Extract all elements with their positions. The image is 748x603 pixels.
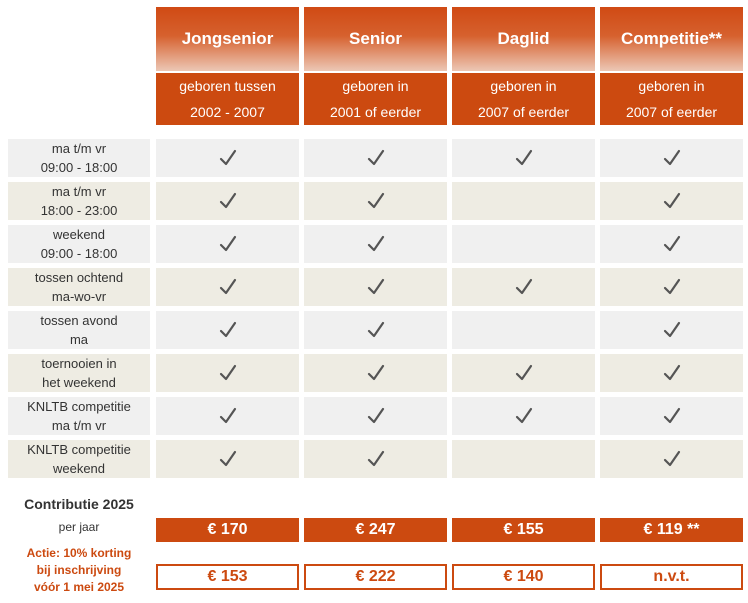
check-icon [218, 363, 238, 383]
row-label-line: weekend [52, 461, 106, 476]
check-icon [662, 148, 682, 168]
cell-senior [304, 311, 447, 349]
cell-senior [304, 225, 447, 263]
subheader-line: 2002 - 2007 [190, 104, 265, 120]
cell-daglid [452, 397, 595, 435]
column-header-competitie: Competitie** [600, 7, 743, 71]
contributie-title: Contributie 2025 [24, 496, 134, 512]
price-competitie: € 119 ** [600, 518, 743, 542]
cell-jongsenior [156, 268, 299, 306]
check-icon [662, 406, 682, 426]
cell-jongsenior [156, 225, 299, 263]
row-label-line: KNLTB competitie [27, 399, 131, 414]
price-senior: € 247 [304, 518, 447, 542]
discount-price-competitie: n.v.t. [600, 564, 743, 590]
action-text [8, 545, 150, 596]
row-label [8, 397, 150, 435]
row-label [8, 440, 150, 478]
subheader-line: 2007 of eerder [625, 104, 718, 120]
row-label-line: 09:00 - 18:00 [40, 160, 118, 175]
cell-competitie [600, 354, 743, 392]
cell-senior [304, 182, 447, 220]
column-subheader-daglid [452, 73, 595, 125]
check-icon [366, 234, 386, 254]
check-icon [366, 320, 386, 340]
check-icon [662, 191, 682, 211]
subheader-line: 2007 of eerder [477, 104, 570, 120]
check-icon [514, 363, 534, 383]
discount-price-senior: € 222 [304, 564, 447, 590]
subheader-line: geboren in [490, 78, 557, 94]
row-label [8, 268, 150, 306]
cell-competitie [600, 139, 743, 177]
check-icon [366, 363, 386, 383]
check-icon [514, 406, 534, 426]
check-icon [366, 406, 386, 426]
check-icon [218, 148, 238, 168]
row-label-line: tossen ochtend [34, 270, 124, 285]
check-icon [218, 320, 238, 340]
row-label [8, 139, 150, 177]
cell-senior [304, 268, 447, 306]
row-label-line: weekend [52, 227, 106, 242]
action-line: vóór 1 mei 2025 [33, 580, 125, 594]
cell-jongsenior [156, 311, 299, 349]
check-icon [366, 449, 386, 469]
price-jongsenior: € 170 [156, 518, 299, 542]
row-label-line: 09:00 - 18:00 [40, 246, 118, 261]
action-line: Actie: 10% korting [26, 546, 132, 560]
subheader-line: geboren in [342, 78, 409, 94]
subheader-line: geboren in [638, 78, 705, 94]
cell-competitie [600, 182, 743, 220]
cell-senior [304, 397, 447, 435]
row-label-line: ma t/m vr [51, 141, 107, 156]
row-label [8, 225, 150, 263]
cell-daglid [452, 354, 595, 392]
cell-jongsenior [156, 182, 299, 220]
row-label-line: ma [69, 332, 89, 347]
discount-price-jongsenior: € 153 [156, 564, 299, 590]
cell-senior [304, 354, 447, 392]
column-header-senior: Senior [304, 7, 447, 71]
discount-price-daglid: € 140 [452, 564, 595, 590]
check-icon [218, 406, 238, 426]
check-icon [662, 449, 682, 469]
cell-jongsenior [156, 354, 299, 392]
row-label-line: het weekend [42, 375, 116, 390]
row-label [8, 311, 150, 349]
cell-daglid [452, 139, 595, 177]
subheader-line: 2001 of eerder [329, 104, 422, 120]
check-icon [514, 148, 534, 168]
cell-senior [304, 139, 447, 177]
cell-daglid [452, 225, 595, 263]
cell-competitie [600, 311, 743, 349]
price-daglid: € 155 [452, 518, 595, 542]
cell-competitie [600, 397, 743, 435]
subheader-line: geboren tussen [179, 78, 276, 94]
row-label [8, 354, 150, 392]
check-icon [218, 234, 238, 254]
check-icon [366, 191, 386, 211]
cell-daglid [452, 182, 595, 220]
check-icon [514, 277, 534, 297]
check-icon [662, 363, 682, 383]
column-subheader-competitie [600, 73, 743, 125]
cell-jongsenior [156, 440, 299, 478]
cell-daglid [452, 311, 595, 349]
row-label-line: ma t/m vr [51, 418, 107, 433]
check-icon [218, 449, 238, 469]
column-header-daglid: Daglid [452, 7, 595, 71]
row-label-line: tossen avond [40, 313, 118, 328]
cell-competitie [600, 440, 743, 478]
column-subheader-jongsenior [156, 73, 299, 125]
cell-daglid [452, 440, 595, 478]
cell-daglid [452, 268, 595, 306]
check-icon [662, 234, 682, 254]
per-year-label: per jaar [58, 520, 100, 534]
cell-competitie [600, 268, 743, 306]
check-icon [662, 320, 682, 340]
check-icon [366, 148, 386, 168]
check-icon [218, 277, 238, 297]
check-icon [218, 191, 238, 211]
row-label-line: toernooien in [41, 356, 117, 371]
cell-senior [304, 440, 447, 478]
row-label-line: ma-wo-vr [51, 289, 107, 304]
row-label-line: ma t/m vr [51, 184, 107, 199]
check-icon [366, 277, 386, 297]
row-label [8, 182, 150, 220]
cell-jongsenior [156, 139, 299, 177]
row-label-line: 18:00 - 23:00 [40, 203, 118, 218]
cell-competitie [600, 225, 743, 263]
row-label-line: KNLTB competitie [27, 442, 131, 457]
action-line: bij inschrijving [36, 563, 122, 577]
cell-jongsenior [156, 397, 299, 435]
column-header-jongsenior: Jongsenior [156, 7, 299, 71]
check-icon [662, 277, 682, 297]
column-subheader-senior [304, 73, 447, 125]
